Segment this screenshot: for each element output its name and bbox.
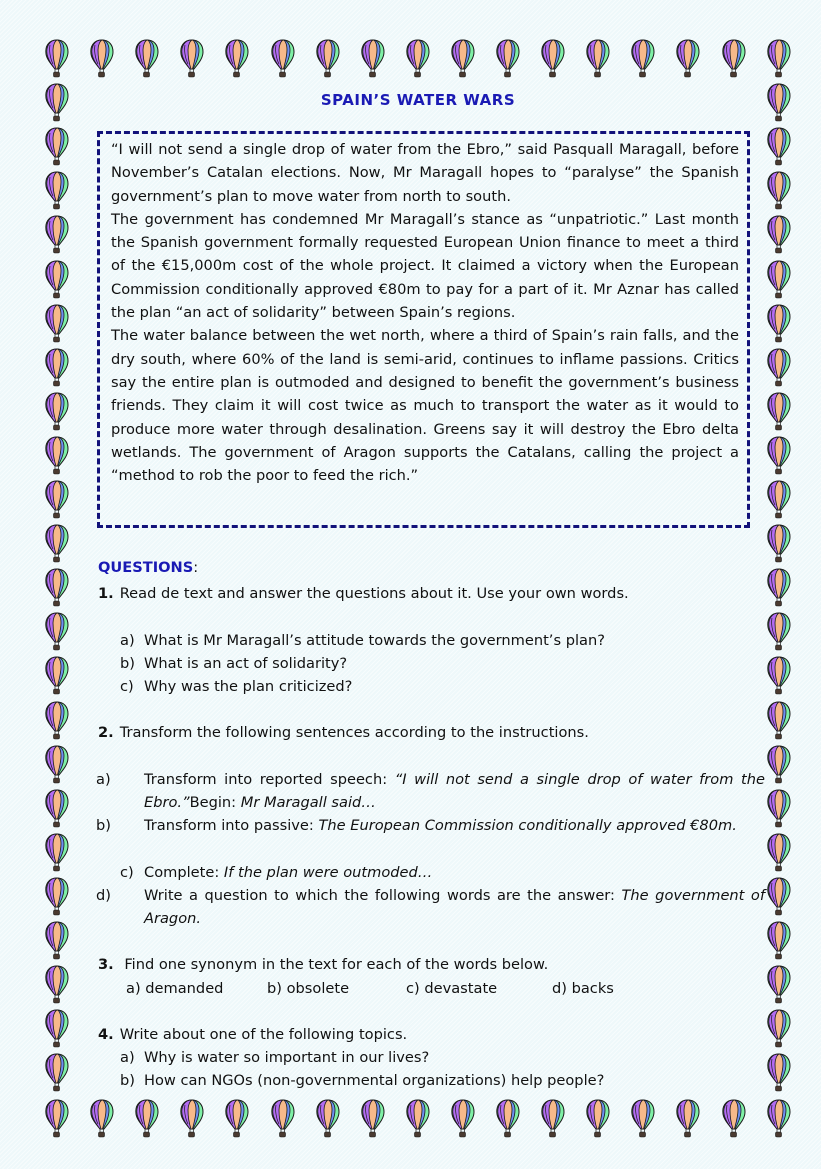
hot-air-balloon-icon (43, 876, 71, 916)
question-3 (98, 953, 743, 976)
hot-air-balloon-icon (359, 1098, 387, 1138)
hot-air-balloon-icon (765, 259, 793, 299)
hot-air-balloon-icon (269, 1098, 297, 1138)
hot-air-balloon-icon (43, 391, 71, 431)
question-1-item-c (120, 675, 741, 698)
hot-air-balloon-icon (449, 1098, 477, 1138)
questions-heading-text: QUESTIONS (98, 559, 194, 576)
hot-air-balloon-icon (223, 38, 251, 78)
hot-air-balloon-icon (43, 611, 71, 651)
question-number: 4. (98, 1026, 114, 1043)
hot-air-balloon-icon (43, 1098, 71, 1138)
hot-air-balloon-icon (539, 1098, 567, 1138)
item-label: a) (120, 632, 135, 649)
hot-air-balloon-icon (43, 259, 71, 299)
item-prompt: If the plan were outmoded… (223, 864, 433, 881)
hot-air-balloon-icon (765, 1052, 793, 1092)
hot-air-balloon-icon (765, 479, 793, 519)
synonym-words (126, 977, 741, 1000)
hot-air-balloon-icon (720, 1098, 748, 1138)
hot-air-balloon-icon (43, 788, 71, 828)
questions-section (96, 559, 765, 1089)
hot-air-balloon-icon (765, 700, 793, 740)
question-1-item-b (120, 652, 741, 675)
hot-air-balloon-icon (43, 1052, 71, 1092)
question-4 (98, 1023, 743, 1046)
hot-air-balloon-icon (178, 1098, 206, 1138)
question-2 (98, 721, 743, 744)
hot-air-balloon-icon (494, 1098, 522, 1138)
synonym-word: b) obsolete (267, 980, 350, 997)
synonym-word: c) devastate (406, 980, 498, 997)
item-instruction: Transform into passive: (144, 817, 319, 834)
hot-air-balloon-icon (584, 38, 612, 78)
hot-air-balloon-icon (359, 38, 387, 78)
hot-air-balloon-icon (404, 38, 432, 78)
hot-air-balloon-icon (43, 567, 71, 607)
question-2-item-b (96, 814, 765, 837)
hot-air-balloon-icon (43, 170, 71, 210)
hot-air-balloon-icon (765, 303, 793, 343)
hot-air-balloon-icon (584, 1098, 612, 1138)
hot-air-balloon-icon (133, 1098, 161, 1138)
item-label: a) (96, 771, 111, 788)
hot-air-balloon-icon (629, 1098, 657, 1138)
question-1-item-a (120, 629, 741, 652)
question-number: 2. (98, 724, 114, 741)
hot-air-balloon-icon (43, 920, 71, 960)
item-instruction: Write a question to which the following words are the answer: (144, 887, 622, 904)
hot-air-balloon-icon (43, 347, 71, 387)
question-4-item-b (120, 1069, 741, 1092)
item-text: Why is water so important in our lives? (144, 1049, 430, 1066)
hot-air-balloon-icon (88, 38, 116, 78)
hot-air-balloon-icon (765, 38, 793, 78)
hot-air-balloon-icon (43, 744, 71, 784)
hot-air-balloon-icon (43, 214, 71, 254)
hot-air-balloon-icon (43, 700, 71, 740)
hot-air-balloon-icon (765, 170, 793, 210)
question-text: Write about one of the following topics. (119, 1026, 408, 1043)
hot-air-balloon-icon (765, 214, 793, 254)
hot-air-balloon-icon (43, 126, 71, 166)
hot-air-balloon-icon (43, 303, 71, 343)
hot-air-balloon-icon (765, 611, 793, 651)
question-2-item-a (96, 768, 765, 814)
item-instruction: Complete: (144, 864, 224, 881)
item-label: a) (120, 1049, 135, 1066)
hot-air-balloon-icon (629, 38, 657, 78)
hot-air-balloon-icon (43, 832, 71, 872)
question-text: Read de text and answer the questions about it. Use your own words. (119, 585, 629, 602)
passage-paragraph: The government has condemned Mr Maragall’s stance as “unpatriotic.” Last month the Spanish government formally requested European Union finance to meet a third of the €15,000m cost of the whole project. It claimed a victory when the European Commission conditionally approved €80m to pay for a part of it. Mr Aznar has called the plan “an act of solidarity” between Spain’s regions. (111, 210, 739, 322)
hot-air-balloon-icon (43, 523, 71, 563)
item-label: d) (96, 887, 111, 904)
hot-air-balloon-icon (765, 744, 793, 784)
item-label: b) (120, 655, 135, 672)
hot-air-balloon-icon (765, 832, 793, 872)
item-quote: The European Commission conditionally approved €80m. (318, 817, 737, 834)
hot-air-balloon-icon (178, 38, 206, 78)
item-quote: “I will not send a single drop of water from the Ebro.” (144, 771, 765, 811)
hot-air-balloon-icon (765, 1098, 793, 1138)
item-label: c) (120, 678, 134, 695)
item-text: Why was the plan criticized? (144, 678, 353, 695)
hot-air-balloon-icon (765, 876, 793, 916)
hot-air-balloon-icon (765, 523, 793, 563)
synonym-word: a) demanded (126, 980, 224, 997)
item-instruction: Begin: (189, 794, 241, 811)
hot-air-balloon-icon (765, 964, 793, 1004)
item-text: What is Mr Maragall’s attitude towards the government’s plan? (144, 632, 605, 649)
question-number: 1. (98, 585, 114, 602)
hot-air-balloon-icon (269, 38, 297, 78)
hot-air-balloon-icon (43, 964, 71, 1004)
question-4-item-a (120, 1046, 741, 1069)
synonym-word: d) backs (552, 980, 614, 997)
hot-air-balloon-icon (765, 788, 793, 828)
passage-paragraph: “I will not send a single drop of water from the Ebro,” said Pasquall Maragall, before November’s Catalan elections. Now, Mr Maragall hopes to “paralyse” the Spanish government’s plan to move water from north to south. (111, 141, 739, 205)
hot-air-balloon-icon (314, 38, 342, 78)
hot-air-balloon-icon (674, 1098, 702, 1138)
item-label: c) (120, 864, 134, 881)
item-prompt: Mr Maragall said… (240, 794, 376, 811)
hot-air-balloon-icon (765, 655, 793, 695)
hot-air-balloon-icon (43, 1008, 71, 1048)
item-answer: The government of Aragon. (144, 887, 765, 927)
item-label: b) (120, 1072, 135, 1089)
hot-air-balloon-icon (765, 435, 793, 475)
worksheet-title: SPAIN’S WATER WARS (320, 91, 516, 109)
question-1 (98, 582, 743, 605)
question-number: 3. (98, 956, 114, 973)
hot-air-balloon-icon (133, 38, 161, 78)
item-text: How can NGOs (non-governmental organizations) help people? (144, 1072, 605, 1089)
hot-air-balloon-icon (449, 38, 477, 78)
hot-air-balloon-icon (88, 1098, 116, 1138)
hot-air-balloon-icon (314, 1098, 342, 1138)
item-instruction: Transform into reported speech: (144, 771, 395, 788)
hot-air-balloon-icon (674, 38, 702, 78)
hot-air-balloon-icon (720, 38, 748, 78)
question-text: Transform the following sentences according to the instructions. (119, 724, 589, 741)
passage-paragraph: The water balance between the wet north, where a third of Spain’s rain falls, and the dry south, where 60% of the land is semi-arid, continues to inflame passions. Critics say the entire plan is outmoded and designed to benefit the government’s business friends. They claim it will cost twice as much to transport the water as it would to produce more water through desalination. Greens say it will destroy the Ebro delta wetlands. The government of Aragon supports the Catalans, calling the project a “method to rob the poor to feed the rich.” (111, 327, 739, 485)
hot-air-balloon-icon (765, 391, 793, 431)
hot-air-balloon-icon (494, 38, 522, 78)
item-text: What is an act of solidarity? (144, 655, 348, 672)
hot-air-balloon-icon (765, 920, 793, 960)
hot-air-balloon-icon (43, 38, 71, 78)
hot-air-balloon-icon (765, 567, 793, 607)
hot-air-balloon-icon (765, 347, 793, 387)
hot-air-balloon-icon (539, 38, 567, 78)
hot-air-balloon-icon (404, 1098, 432, 1138)
questions-heading (98, 559, 743, 576)
hot-air-balloon-icon (223, 1098, 251, 1138)
hot-air-balloon-icon (43, 435, 71, 475)
hot-air-balloon-icon (43, 655, 71, 695)
hot-air-balloon-icon (765, 126, 793, 166)
reading-passage (97, 131, 750, 528)
heading-colon: : (193, 559, 199, 576)
hot-air-balloon-icon (765, 1008, 793, 1048)
question-text: Find one synonym in the text for each of the words below. (124, 956, 549, 973)
question-2-item-c (120, 861, 741, 884)
question-2-item-d (96, 884, 765, 930)
item-label: b) (96, 817, 111, 834)
hot-air-balloon-icon (43, 479, 71, 519)
